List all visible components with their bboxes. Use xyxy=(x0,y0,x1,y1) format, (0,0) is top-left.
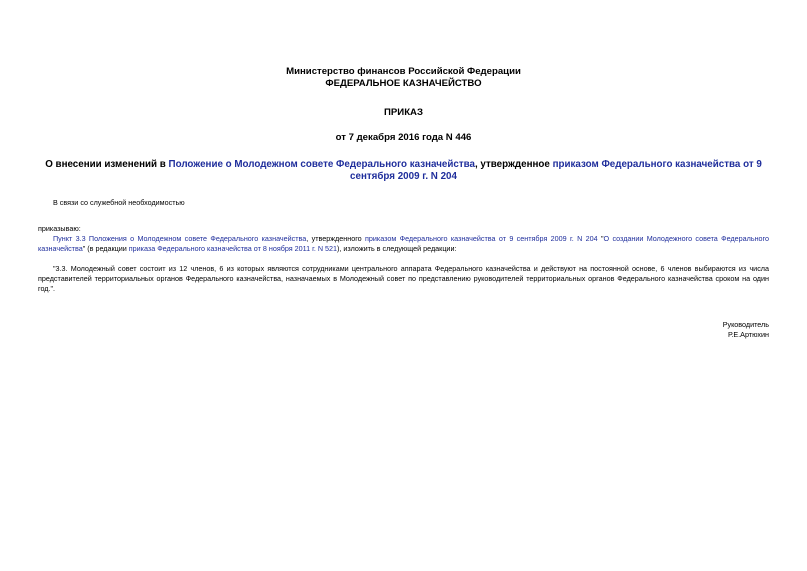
document-header xyxy=(38,66,769,144)
para-link-order-204[interactable]: приказом Федерального казначейства от 9 сентября 2009 г. N 204 xyxy=(365,234,598,243)
para-text-3: " (в редакции xyxy=(82,244,129,253)
order-date: от 7 декабря 2016 года N 446 xyxy=(335,132,472,143)
para-text-2: " xyxy=(597,234,604,243)
main-paragraph xyxy=(38,234,769,254)
para-link-council-creation[interactable]: О создании Молодежного совета Федерального казначейства xyxy=(38,234,770,253)
signature-role: Руководитель xyxy=(722,320,769,329)
quoted-clause: "3.3. Молодежный совет состоит из 12 членов, 6 из которых являются сотрудниками центрального аппарата Федерального казначейства и действуют на постоянной основе, 6 членов выбираются из числа представителей территориальных органов Федерального казначейства, назначаемых в Молодежный совет по представлению руководителей территориальных органов Федерального казначейства сроком на один год.". xyxy=(38,264,769,293)
document-page xyxy=(38,66,769,301)
para-link-order-521[interactable]: приказа Федерального казначейства от 8 ноября 2011 г. N 521 xyxy=(128,244,338,253)
signature-name: Р.Е.Артюхин xyxy=(727,330,769,339)
order-word: ПРИКАЗ xyxy=(384,107,423,118)
signature-block xyxy=(723,320,769,340)
reason-text: В связи со служебной необходимостью xyxy=(53,198,185,207)
prikazyvayu-text: приказываю: xyxy=(38,224,81,233)
document-title xyxy=(38,159,769,183)
para-text-1: , утвержденного xyxy=(306,234,365,243)
ministry-name: Министерство финансов Российской Федерации xyxy=(286,66,521,77)
para-text-4: ), изложить в следующей редакции: xyxy=(337,244,457,253)
treasury-name: ФЕДЕРАЛЬНОЕ КАЗНАЧЕЙСТВО xyxy=(325,78,482,89)
para-link-clause[interactable]: Пункт 3.3 Положения о Молодежном совете Федерального казначейства xyxy=(53,234,307,243)
title-link-order[interactable]: приказом Федерального казначейства от 9 сентября 2009 г. N 204 xyxy=(350,159,762,182)
title-middle: , утвержденное xyxy=(474,159,553,170)
title-prefix: О внесении изменений в xyxy=(45,159,169,170)
title-link-regulation[interactable]: Положение о Молодежном совете Федерального казначейства xyxy=(168,159,475,170)
